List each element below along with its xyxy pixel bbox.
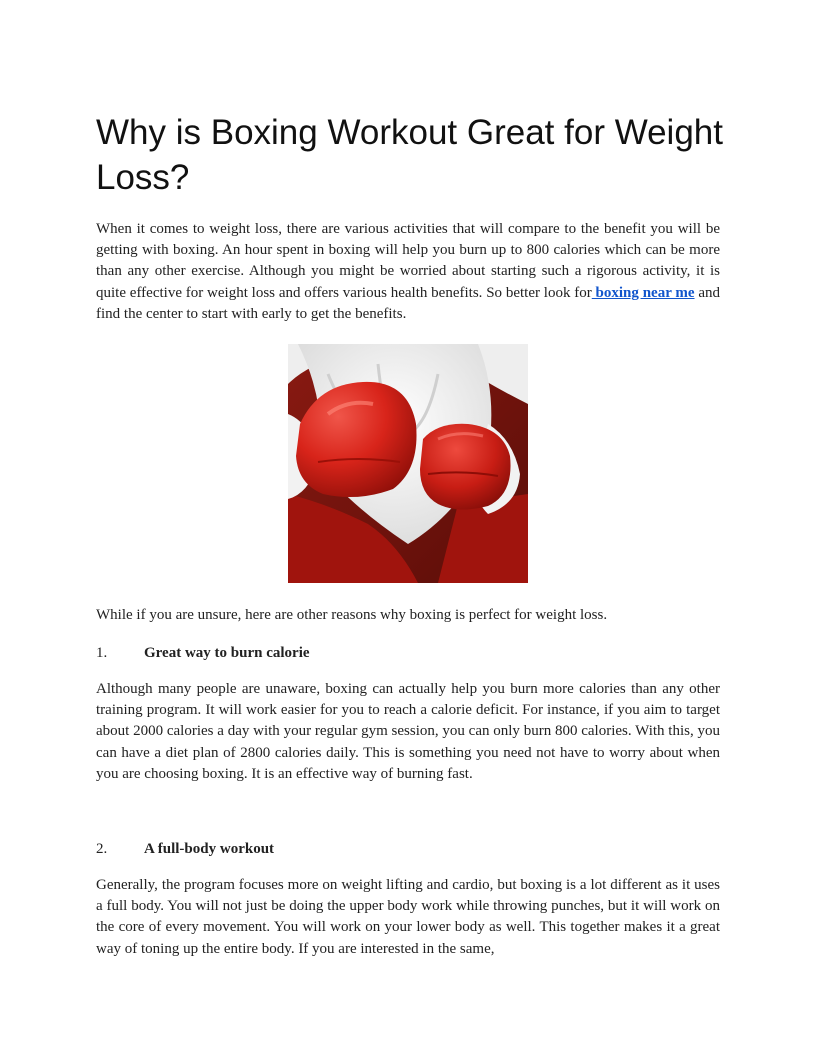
lead-in-text: While if you are unsure, here are other reasons why boxing is perfect for weight loss. — [96, 607, 608, 623]
intro-text-end: and find the center to start with early to get the benefits. — [96, 284, 720, 322]
intro-text: When it comes to weight loss, there are various activities that will compare to the benefit you will be getting with boxing. An hour spent in boxing will help you burn up to 800 calories which can be more than any other exercise. Although you might be worried about starting such a rigorous activity, it is quite effective for weight loss and offers various health benefits. So better look for — [96, 221, 720, 301]
intro-paragraph — [96, 219, 720, 325]
section-heading: A full-body workout — [144, 841, 275, 857]
list-number: 2. — [96, 841, 108, 857]
boxing-near-me-link[interactable]: boxing near me — [591, 284, 695, 301]
section-2-paragraph: Generally, the program focuses more on weight lifting and cardio, but boxing is a lot different as it uses a full body. You will not just be doing the upper body work while throwing punches, but it will work on the core of every movement. You will work on your lower body as well. This together makes it a great way of toning up the entire body. If you are interested in the same, — [96, 877, 720, 957]
santa-boxing-photo — [288, 344, 528, 583]
list-number: 1. — [96, 645, 108, 661]
section-heading: Great way to burn calorie — [144, 645, 310, 661]
santa-boxing-illustration — [288, 344, 528, 583]
section-1-paragraph: Although many people are unaware, boxing can actually help you burn more calories than any other training program. It will work easier for you to reach a calorie deficit. For instance, if you aim to target about 2000 calories a day with your regular gym session, you can only burn 800 calories. With this, you can have a diet plan of 2800 calories daily. This is something you need not have to worry about when you are choosing boxing. It is an effective way of burning fast. — [96, 681, 720, 782]
page-title: Why is Boxing Workout Great for Weight Loss? — [96, 113, 723, 197]
